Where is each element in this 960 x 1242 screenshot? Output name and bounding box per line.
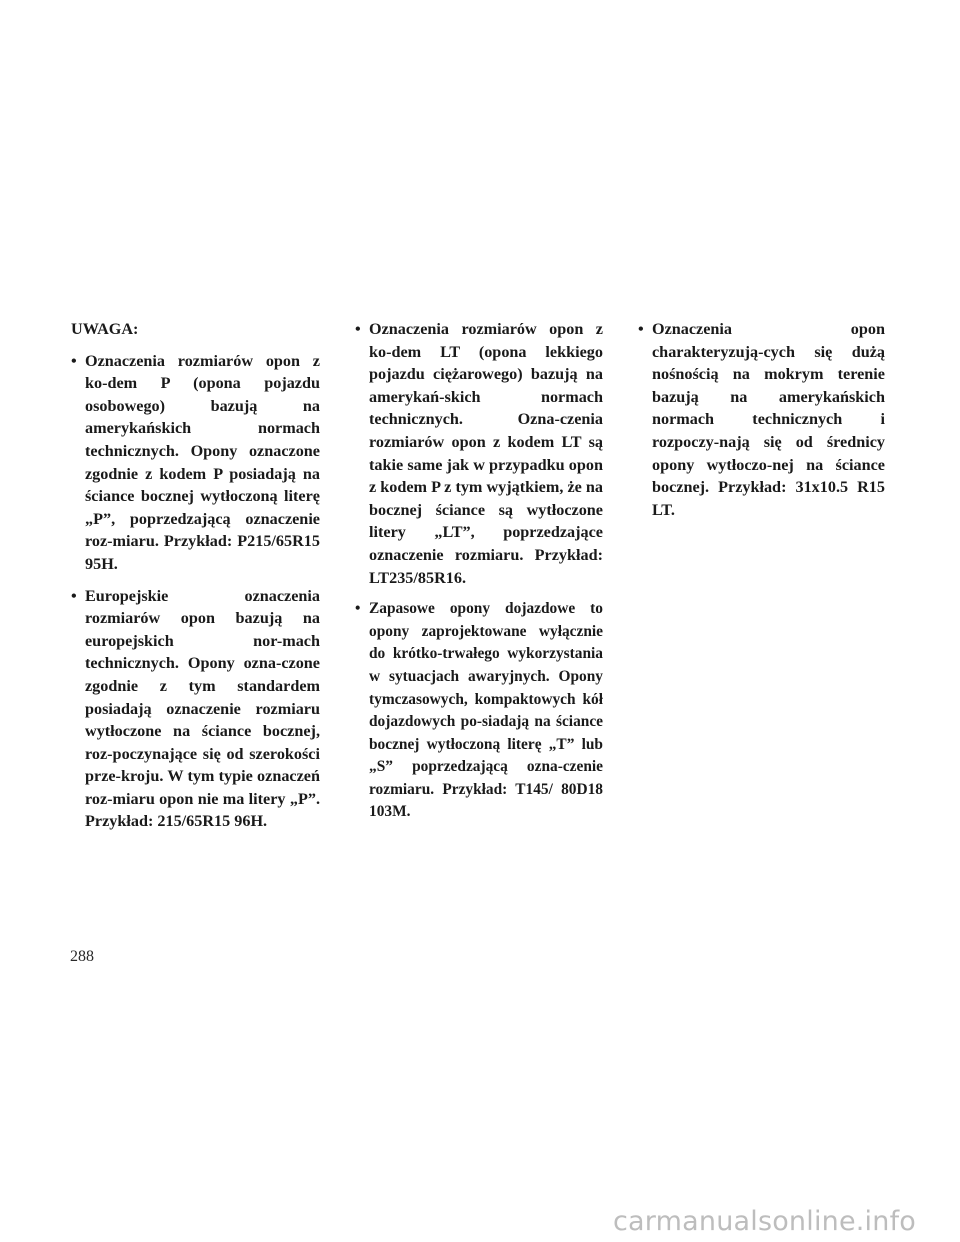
list-item (71, 585, 320, 834)
list-item-text: Zapasowe opony dojazdowe to opony zaprojektowane wyłącznie do krótko-trwałego wykorzystania w sytuacjach awaryjnych. Opony tymczasowych, kompaktowych kół dojazdowych po-siadają na ściance bocznej wytłoczoną literę „T” lub „S” poprzedzającą ozna-czenie rozmiaru. Przykład: T145/ 80D18 103M. (369, 600, 603, 821)
bullet-list (355, 318, 603, 824)
column-right (638, 318, 885, 530)
bullet-icon: • (355, 320, 361, 338)
list-item (638, 318, 885, 521)
list-item-text: Oznaczenia rozmiarów opon z ko-dem P (opona pojazdu osobowego) bazują na amerykańskich normach technicznych. Opony oznaczone zgodnie z kodem P posiadają na ściance bocznej wytłoczoną literę „P”, poprzedzającą oznaczenie roz-miaru. Przykład: P215/65R15 95H. (85, 351, 320, 573)
bullet-list (71, 350, 320, 833)
watermark: carmanualsonline.info (613, 1206, 916, 1237)
column-left (71, 318, 320, 842)
bullet-icon: • (71, 586, 77, 605)
list-item (71, 350, 320, 576)
column-middle (355, 318, 603, 833)
list-item-text: Oznaczenia opon charakteryzują-cych się dużą nośnością na mokrym terenie bazują na amerykańskich normach technicznych i rozpoczy-nają się od średnicy opony wytłoczo-nej na ściance bocznej. Przykład: 31x10.5 R15 LT. (652, 320, 885, 519)
list-item (355, 598, 603, 824)
bullet-list (638, 318, 885, 521)
list-item-text: Europejskie oznaczenia rozmiarów opon bazują na europejskich nor-mach technicznych. Opony ozna-czone zgodnie z tym standardem posiadają oznaczenie rozmiaru wytłoczone na ściance bocznej, roz-poczynające się od szerokości prze-kroju. W tym typie oznaczeń roz-miaru opon nie ma litery „P”. Przykład: 215/65R15 96H. (85, 586, 320, 831)
list-item (355, 318, 603, 589)
note-heading: UWAGA: (71, 320, 139, 338)
bullet-icon: • (355, 600, 361, 618)
bullet-icon: • (71, 351, 77, 370)
list-item-text: Oznaczenia rozmiarów opon z ko-dem LT (opona lekkiego pojazdu ciężarowego) bazują na amerykań-skich normach technicznych. Ozna-czenia rozmiarów opon z kodem LT są takie same jak w przypadku opon z kodem P z tym wyjątkiem, że na bocznej ściance są wytłoczone litery „LT”, poprzedzające oznaczenie rozmiaru. Przykład: LT235/85R16. (369, 320, 603, 587)
bullet-icon: • (638, 320, 644, 338)
page-number: 288 (70, 948, 94, 965)
